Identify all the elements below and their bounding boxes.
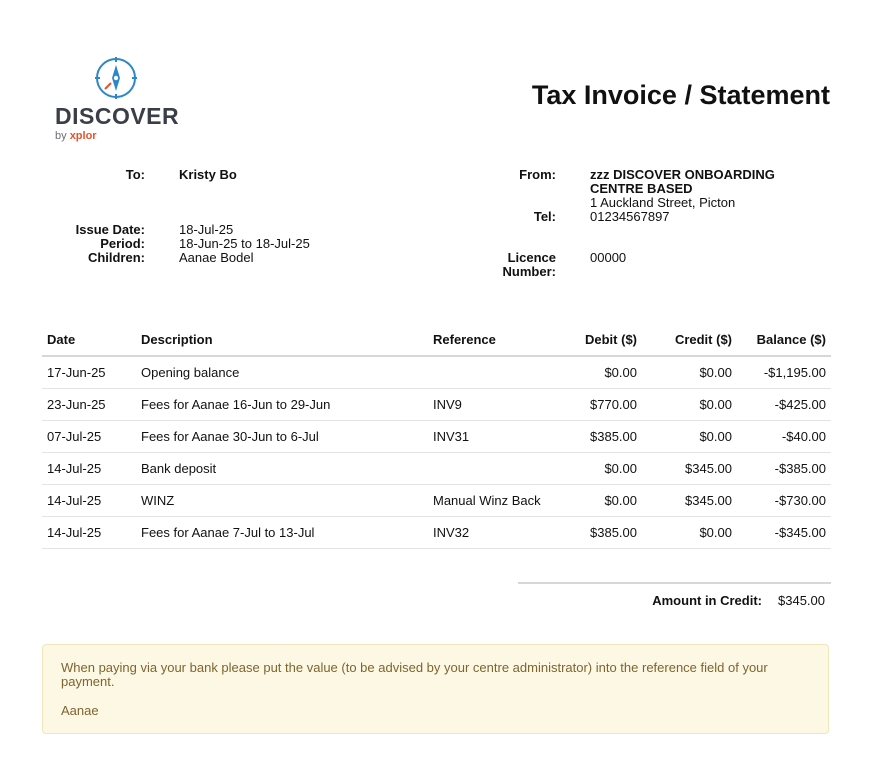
- issue-date-value: 18-Jul-25: [179, 222, 234, 237]
- row-description: Bank deposit: [136, 453, 428, 485]
- from-name-line2: CENTRE BASED: [590, 181, 693, 196]
- row-credit: $345.00: [642, 485, 737, 517]
- byline: [55, 130, 185, 142]
- row-credit: $345.00: [642, 453, 737, 485]
- row-description: Fees for Aanae 7-Jul to 13-Jul: [136, 517, 428, 549]
- to-value: Kristy Bo: [179, 167, 237, 182]
- children-value: Aanae Bodel: [179, 250, 254, 265]
- row-description: Fees for Aanae 16-Jun to 29-Jun: [136, 389, 428, 421]
- payment-reference: Aanae: [61, 703, 99, 718]
- row-balance: -$730.00: [737, 485, 831, 517]
- total-divider: [518, 582, 831, 584]
- header-balance: Balance ($): [737, 324, 831, 356]
- row-date: 14-Jul-25: [42, 453, 136, 485]
- from-name-line1: zzz DISCOVER ONBOARDING: [590, 167, 775, 182]
- row-reference: INV32: [428, 517, 550, 549]
- licence-value: 00000: [590, 250, 627, 265]
- row-debit: $0.00: [550, 453, 642, 485]
- row-debit: $0.00: [550, 485, 642, 517]
- header-date: Date: [42, 324, 136, 356]
- table-row: [42, 517, 831, 549]
- row-credit: $0.00: [642, 421, 737, 453]
- row-reference: Manual Winz Back: [428, 485, 550, 517]
- row-credit: $0.00: [642, 389, 737, 421]
- amount-in-credit-value: $345.00: [778, 593, 825, 608]
- row-debit: $385.00: [550, 421, 642, 453]
- table-row: [42, 453, 831, 485]
- period-value: 18-Jun-25 to 18-Jul-25: [179, 236, 310, 251]
- row-reference: INV9: [428, 389, 550, 421]
- children-label: Children:: [87, 250, 145, 265]
- to-label: To:: [125, 167, 145, 182]
- tel-value: 01234567897: [590, 209, 670, 224]
- byline-by: by: [55, 130, 67, 142]
- row-reference: [428, 453, 550, 485]
- discover-logo: [55, 56, 185, 142]
- row-description: Fees for Aanae 30-Jun to 6-Jul: [136, 421, 428, 453]
- row-reference: [428, 356, 550, 389]
- period-label: Period:: [100, 236, 145, 251]
- row-description: WINZ: [136, 485, 428, 517]
- row-credit: $0.00: [642, 517, 737, 549]
- payment-instructions: When paying via your bank please put the value (to be advised by your centre administrator) into the reference field of your payment.: [61, 660, 768, 689]
- row-date: 23-Jun-25: [42, 389, 136, 421]
- compass-icon: [94, 56, 138, 100]
- row-date: 14-Jul-25: [42, 485, 136, 517]
- row-debit: $0.00: [550, 356, 642, 389]
- row-balance: -$345.00: [737, 517, 831, 549]
- row-credit: $0.00: [642, 356, 737, 389]
- row-date: 17-Jun-25: [42, 356, 136, 389]
- row-balance: -$425.00: [737, 389, 831, 421]
- licence-label-line1: Licence: [507, 250, 556, 265]
- row-date: 14-Jul-25: [42, 517, 136, 549]
- row-balance: -$1,195.00: [737, 356, 831, 389]
- from-address: 1 Auckland Street, Picton: [590, 195, 736, 210]
- row-balance: -$385.00: [737, 453, 831, 485]
- header-credit: Credit ($): [642, 324, 737, 356]
- page-title: Tax Invoice / Statement: [531, 80, 830, 110]
- row-balance: -$40.00: [737, 421, 831, 453]
- issue-date-label: Issue Date:: [75, 222, 145, 237]
- table-row: [42, 389, 831, 421]
- from-label: From:: [519, 167, 556, 182]
- header-description: Description: [136, 324, 428, 356]
- byline-xplor: xplor: [69, 130, 97, 142]
- row-reference: INV31: [428, 421, 550, 453]
- tel-label: Tel:: [533, 209, 556, 224]
- header-debit: Debit ($): [550, 324, 642, 356]
- table-row: [42, 421, 831, 453]
- statement-table: [42, 324, 831, 549]
- row-description: Opening balance: [136, 356, 428, 389]
- table-row: [42, 485, 831, 517]
- table-header-row: [42, 324, 831, 356]
- payment-notice: [42, 644, 829, 734]
- header-reference: Reference: [428, 324, 550, 356]
- brand-name: DISCOVER: [55, 103, 180, 129]
- amount-in-credit-label: Amount in Credit:: [652, 593, 762, 608]
- row-debit: $385.00: [550, 517, 642, 549]
- row-date: 07-Jul-25: [42, 421, 136, 453]
- licence-label-line2: Number:: [502, 264, 556, 279]
- table-row: [42, 356, 831, 389]
- row-debit: $770.00: [550, 389, 642, 421]
